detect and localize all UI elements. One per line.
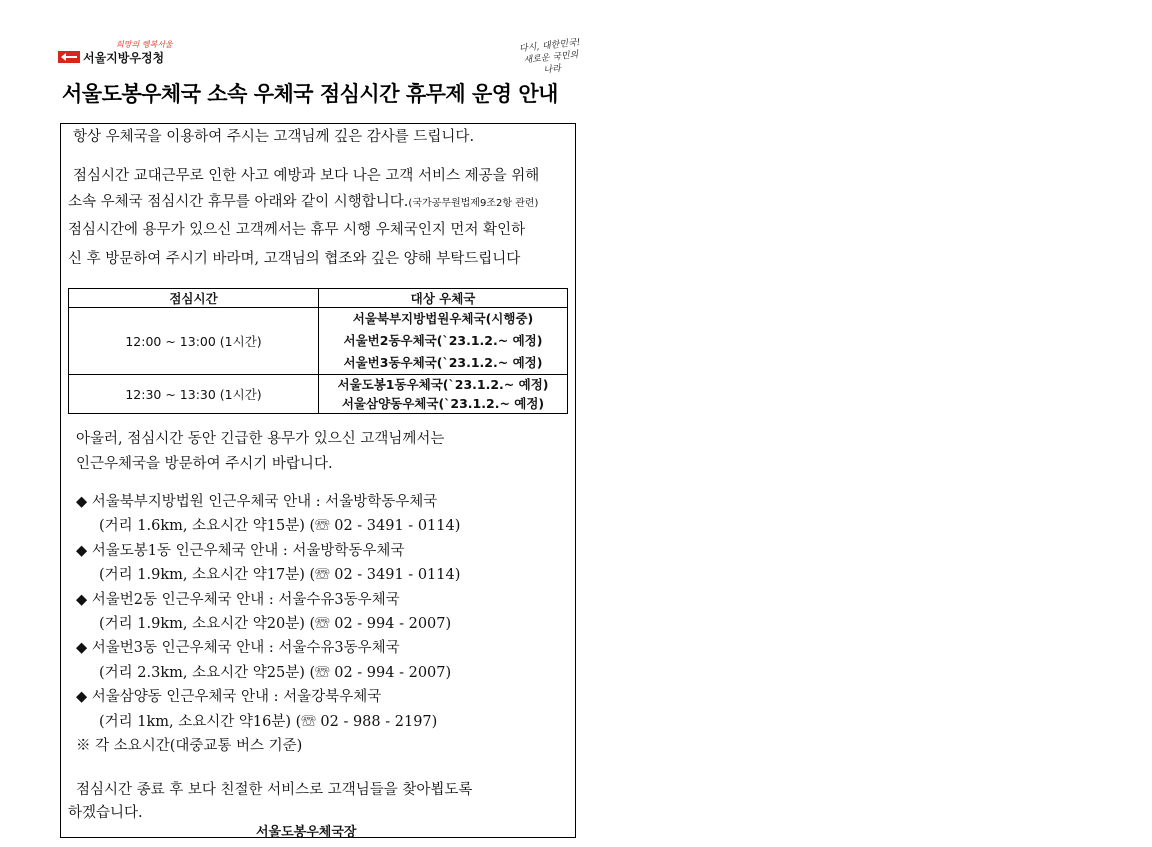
nearby-office-detail: (거리 1.9km, 소요시간 약17분) (☏ 02 - 3491 - 0114) <box>99 567 461 583</box>
notice-line-2: 인근우체국을 방문하여 주시기 바랍니다. <box>76 456 333 472</box>
office-name: 서울북부지방법원우체국(시행중) <box>352 311 534 326</box>
table-row <box>69 308 568 375</box>
header-lunch-time: 점심시간 <box>69 289 319 308</box>
notice-line-1: 아울러, 점심시간 동안 긴급한 용무가 있으신 고객님께서는 <box>76 431 445 447</box>
campaign-slogan: 다시, 대한민국! 새로운 국민의 나라 <box>518 37 581 76</box>
page-title: 서울도봉우체국 소속 우체국 점심시간 휴무제 운영 안내 <box>62 82 558 106</box>
header-target-offices: 대상 우체국 <box>319 289 568 308</box>
office-name: 서울번2동우체국(`23.1.2.~ 예정) <box>343 333 543 348</box>
intro-line-1: 항상 우체국을 이용하여 주시는 고객님께 깊은 감사를 드립니다. <box>73 129 475 145</box>
office-name: 서울도봉1동우체국(`23.1.2.~ 예정) <box>337 377 549 392</box>
office-name: 서울번3동우체국(`23.1.2.~ 예정) <box>343 355 543 370</box>
closing-line-1: 점심시간 종료 후 보다 친절한 서비스로 고객님들을 찾아뵙도록 <box>76 782 473 798</box>
law-reference: (국가공무원법제9조2항 관련) <box>408 198 539 209</box>
post-logo-icon <box>58 51 80 63</box>
intro-line-3: 소속 우체국 점심시간 휴무를 아래와 같이 시행합니다.(국가공무원법제9조2항 관련) <box>68 194 539 210</box>
nearby-office-title: ◆ 서울북부지방법원 인근우체국 안내 : 서울방학동우체국 <box>76 494 438 510</box>
notice-box <box>60 123 576 838</box>
lunch-time-cell: 12:00 ~ 13:00 (1시간) <box>69 308 319 375</box>
closing-line-2: 하겠습니다. <box>68 805 143 821</box>
lunch-time-cell: 12:30 ~ 13:30 (1시간) <box>69 375 319 414</box>
nearby-office-detail: (거리 1.9km, 소요시간 약20분) (☏ 02 - 994 - 2007) <box>99 616 452 632</box>
nearby-office-detail: (거리 1km, 소요시간 약16분) (☏ 02 - 988 - 2197) <box>99 714 438 730</box>
travel-time-footnote: ※ 각 소요시간(대중교통 버스 기준) <box>76 738 303 754</box>
lunch-schedule-table <box>68 288 568 414</box>
intro-line-4: 점심시간에 용무가 있으신 고객께서는 휴무 시행 우체국인지 먼저 확인하 <box>68 222 526 238</box>
nearby-office-title: ◆ 서울삼양동 인근우체국 안내 : 서울강북우체국 <box>76 689 382 705</box>
signature: 서울도봉우체국장 <box>256 825 357 840</box>
offices-cell <box>319 308 568 375</box>
nearby-office-detail: (거리 2.3km, 소요시간 약25분) (☏ 02 - 994 - 2007) <box>99 665 452 681</box>
nearby-office-title: ◆ 서울도봉1동 인근우체국 안내 : 서울방학동우체국 <box>76 543 405 559</box>
seoul-postal-logo <box>58 40 188 64</box>
table-header-row <box>69 289 568 308</box>
intro-line-2: 점심시간 교대근무로 인한 사고 예방과 보다 나은 고객 서비스 제공을 위해 <box>73 168 540 184</box>
org-name: 서울지방우정청 <box>83 51 165 65</box>
intro-line-5: 신 후 방문하여 주시기 바라며, 고객님의 협조와 깊은 양해 부탁드립니다 <box>68 251 521 267</box>
offices-cell <box>319 375 568 414</box>
logo-slogan: 희망의 행복서울 <box>116 40 173 49</box>
office-name: 서울삼양동우체국(`23.1.2.~ 예정) <box>341 396 545 411</box>
table-row <box>69 375 568 414</box>
nearby-office-title: ◆ 서울번3동 인근우체국 안내 : 서울수유3동우체국 <box>76 640 400 656</box>
nearby-office-detail: (거리 1.6km, 소요시간 약15분) (☏ 02 - 3491 - 0114) <box>99 518 461 534</box>
nearby-office-title: ◆ 서울번2동 인근우체국 안내 : 서울수유3동우체국 <box>76 592 400 608</box>
